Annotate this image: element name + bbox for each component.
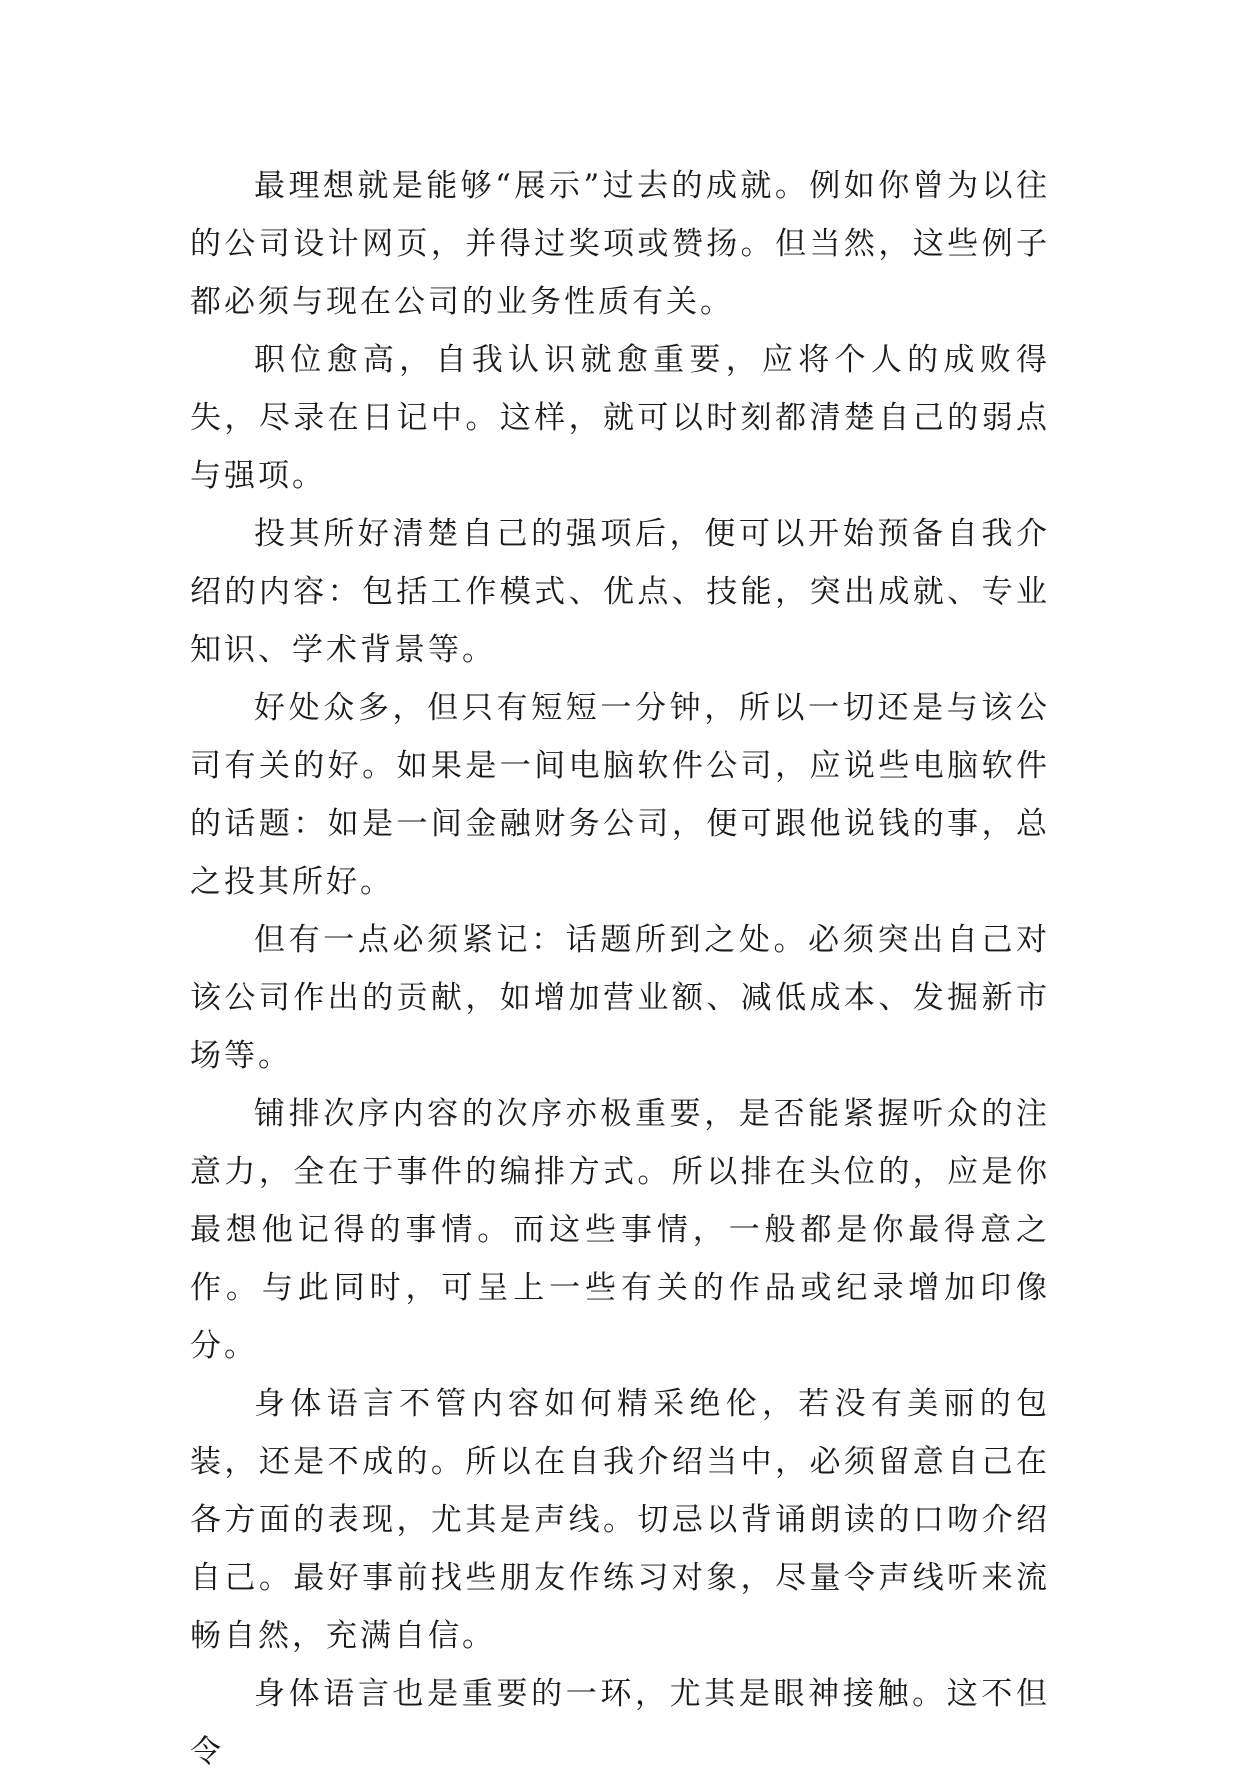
paragraph-1: 最理想就是能够“展示”过去的成就。例如你曾为以往的公司设计网页，并得过奖项或赞扬。但当然，这些例子都必须与现在公司的业务性质有关。 bbox=[190, 168, 1050, 320]
paragraph-5: 但有一点必须紧记：话题所到之处。必须突出自己对该公司作出的贡献，如增加营业额、减低成本、发掘新市场等。 bbox=[190, 922, 1050, 1074]
paragraph-2: 职位愈高，自我认识就愈重要，应将个人的成败得失，尽录在日记中。这样，就可以时刻都清楚自己的弱点与强项。 bbox=[190, 342, 1050, 494]
paragraph-3: 投其所好清楚自己的强项后，便可以开始预备自我介绍的内容：包括工作模式、优点、技能，突出成就、专业知识、学术背景等。 bbox=[190, 516, 1050, 668]
paragraph-8: 身体语言也是重要的一环，尤其是眼神接触。这不但令 bbox=[190, 1676, 1050, 1770]
paragraph-6: 铺排次序内容的次序亦极重要，是否能紧握听众的注意力，全在于事件的编排方式。所以排在头位的，应是你最想他记得的事情。而这些事情，一般都是你最得意之作。与此同时，可呈上一些有关的作品或纪录增加印像分。 bbox=[190, 1096, 1050, 1364]
paragraph-4: 好处众多，但只有短短一分钟，所以一切还是与该公司有关的好。如果是一间电脑软件公司，应说些电脑软件的话题：如是一间金融财务公司，便可跟他说钱的事，总之投其所好。 bbox=[190, 690, 1050, 900]
paragraph-7: 身体语言不管内容如何精采绝伦，若没有美丽的包装，还是不成的。所以在自我介绍当中，必须留意自己在各方面的表现，尤其是声线。切忌以背诵朗读的口吻介绍自己。最好事前找些朋友作练习对象，尽量令声线听来流畅自然，充满自信。 bbox=[190, 1386, 1050, 1654]
document-body bbox=[190, 157, 1050, 1781]
